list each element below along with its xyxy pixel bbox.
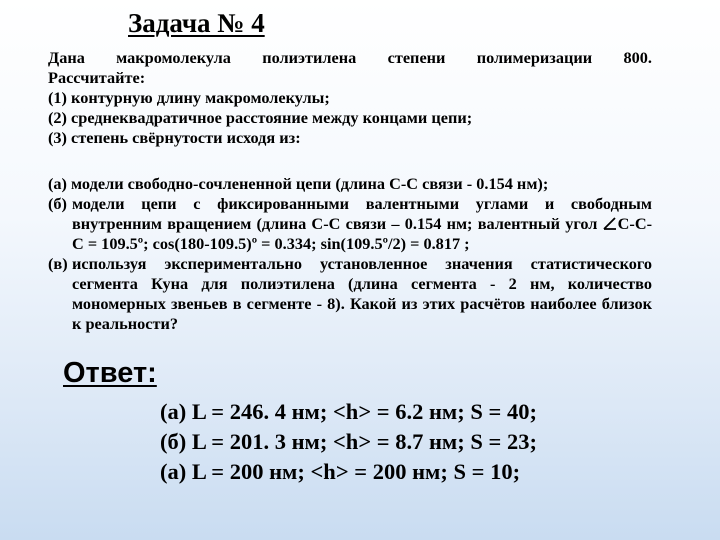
model-b-marker: (б) (48, 194, 67, 213)
model-b-text-after: C-C-C = 109.5º; cos(180-109.5)º = 0.334; sin(109.5º/2) = 0.817 ; (72, 214, 652, 253)
model-c-text: используя экспериментально установленное значения статистического сегмента Куна для полиэтилена (длина сегмента - 2 нм, количество мономерных звеньев в сегменте - 8). Какой из этих расчётов наиболее близок к реальности? (72, 254, 652, 333)
intro-word: 800. (623, 48, 652, 67)
task-intro-line (48, 48, 652, 68)
model-b-text-before: модели цепи с фиксированными валентными углами и свободным внутренним вращением (длина C-C связи – 0.154 нм; валентный угол (72, 194, 652, 233)
intro-word: степени (387, 48, 446, 67)
calc-label: Рассчитайте: (48, 68, 146, 87)
answer-list (160, 397, 537, 487)
task-item-1: (1) контурную длину макромолекулы; (48, 88, 330, 107)
answer-line-c: (а) L = 200 нм; <h> = 200 нм; S = 10; (160, 459, 521, 484)
angle-icon (603, 217, 617, 230)
answer-line-b: (б) L = 201. 3 нм; <h> = 8.7 нм; S = 23; (160, 429, 537, 454)
intro-word: полиэтилена (262, 48, 357, 67)
answer-line-a: (а) L = 246. 4 нм; <h> = 6.2 нм; S = 40; (160, 399, 537, 424)
task-item-3: (3) степень свёрнутости исходя из: (48, 128, 301, 147)
intro-word: Дана (48, 48, 85, 67)
intro-word: макромолекула (116, 48, 231, 67)
intro-word: полимеризации (476, 48, 593, 67)
model-a: (а) модели свободно-сочлененной цепи (длина C-C связи - 0.154 нм); (48, 174, 549, 193)
model-c (48, 254, 652, 334)
model-c-marker: (в) (48, 254, 68, 273)
model-b (48, 194, 652, 254)
task-item-2: (2) среднеквадратичное расстояние между концами цепи; (48, 108, 473, 127)
task-statement (48, 48, 652, 148)
models-list (48, 174, 652, 334)
answer-label: Ответ: (63, 357, 157, 389)
page-title: Задача № 4 (128, 8, 265, 38)
